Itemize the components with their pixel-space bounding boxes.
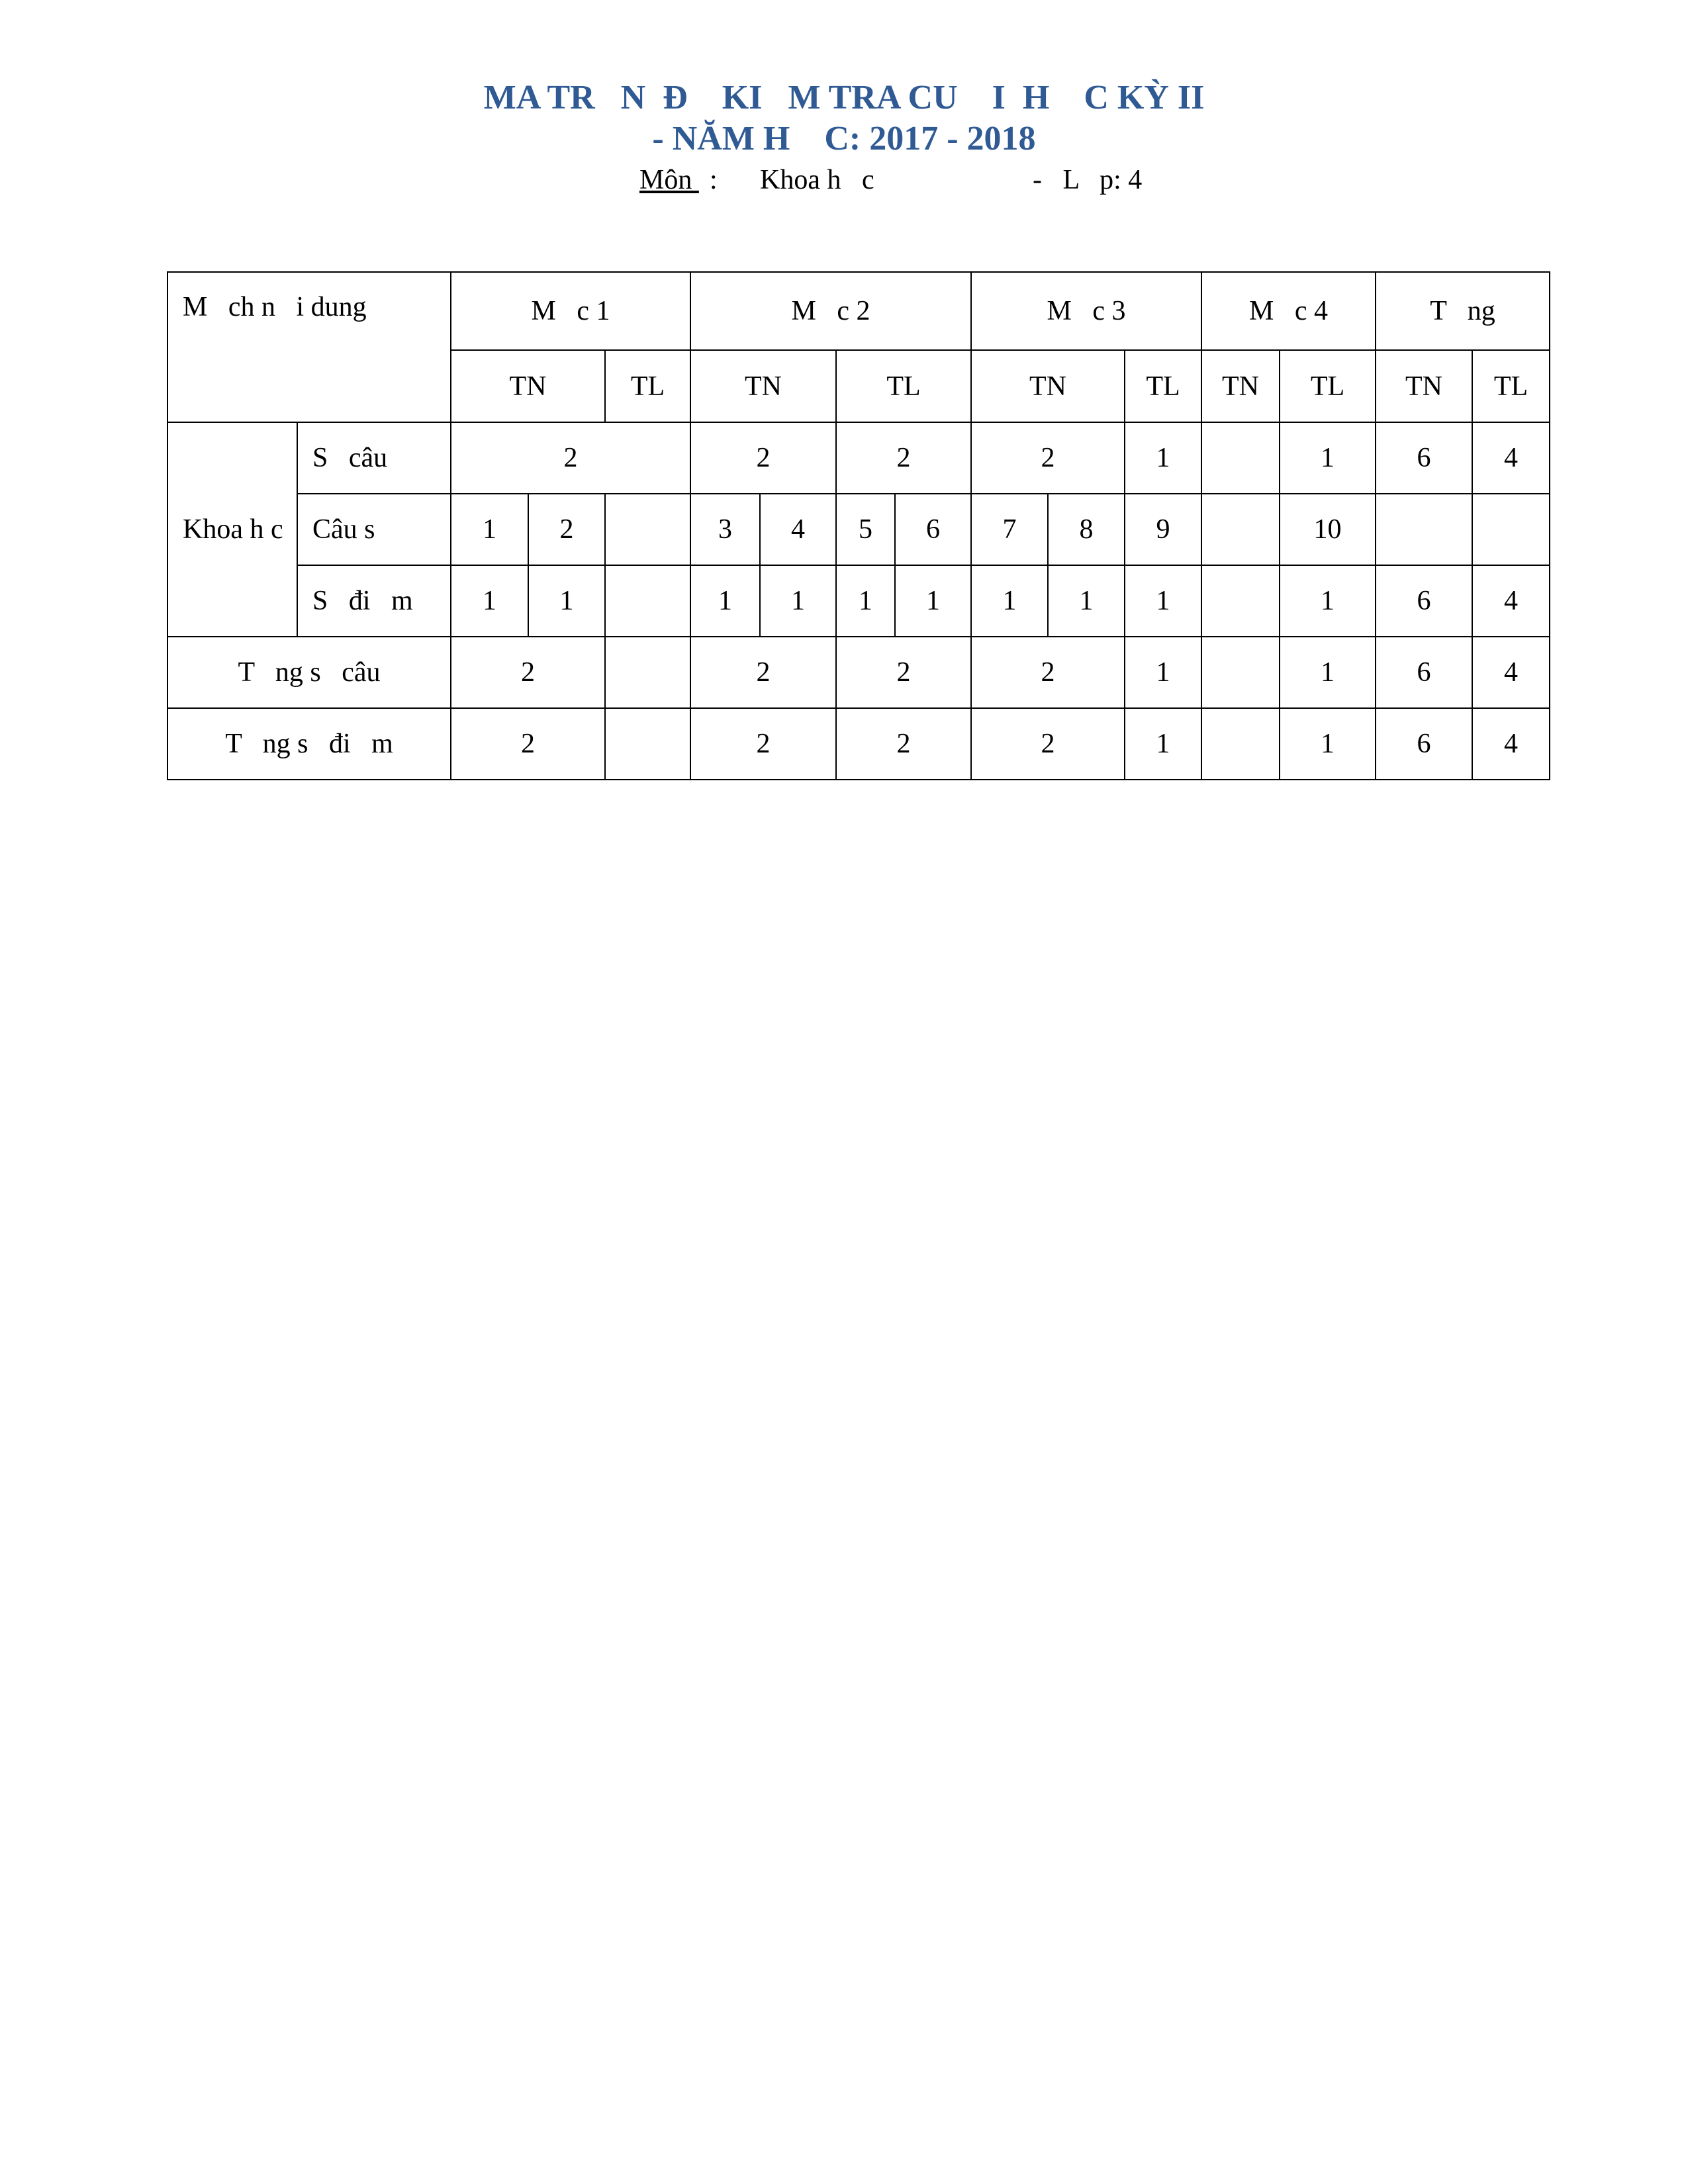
level4-tl-header: TL: [1280, 350, 1376, 422]
table-cell: [1376, 494, 1472, 565]
exam-matrix-table: [167, 271, 1550, 780]
table-cell: 1: [971, 565, 1048, 637]
table-cell: 5: [836, 494, 895, 565]
table-row: [167, 565, 1550, 637]
table-cell: 1: [1125, 708, 1201, 780]
table-cell: [605, 637, 690, 708]
table-cell: 1: [1280, 565, 1376, 637]
table-cell: 4: [1472, 637, 1550, 708]
table-cell: 10: [1280, 494, 1376, 565]
table-cell: 1: [451, 494, 528, 565]
subject-colon: :: [710, 165, 718, 195]
table-cell: [605, 565, 690, 637]
table-cell: 6: [895, 494, 971, 565]
table-cell: 1: [690, 565, 760, 637]
table-cell: [605, 708, 690, 780]
level3-header: M c 3: [971, 272, 1201, 350]
level1-header: M c 1: [451, 272, 690, 350]
total-tl-header: TL: [1472, 350, 1550, 422]
table-cell: [605, 494, 690, 565]
table-cell: 1: [451, 565, 528, 637]
table-cell: 1: [836, 565, 895, 637]
table-cell: 4: [760, 494, 836, 565]
table-cell: 6: [1376, 422, 1472, 494]
level4-tn-header: TN: [1201, 350, 1280, 422]
table-cell: [1201, 565, 1280, 637]
table-cell: 1: [1125, 565, 1201, 637]
table-cell: [1201, 494, 1280, 565]
table-cell: [1201, 708, 1280, 780]
table-cell: 6: [1376, 565, 1472, 637]
row-label-so-cau: S câu: [297, 422, 451, 494]
table-row: [167, 422, 1550, 494]
table-cell: [1472, 494, 1550, 565]
level4-header: M c 4: [1201, 272, 1376, 350]
table-row: [167, 708, 1550, 780]
table-row: [167, 494, 1550, 565]
table-cell: 2: [971, 708, 1125, 780]
table-cell: 6: [1376, 637, 1472, 708]
total-header: T ng: [1376, 272, 1550, 350]
row-label-so-diem: S đi m: [297, 565, 451, 637]
table-cell: 3: [690, 494, 760, 565]
table-cell: 1: [1280, 708, 1376, 780]
table-cell: 2: [451, 637, 605, 708]
level1-tl-header: TL: [605, 350, 690, 422]
table-cell: 1: [1280, 637, 1376, 708]
level2-header: M c 2: [690, 272, 971, 350]
table-cell: [1201, 637, 1280, 708]
document-title: MA TR N Đ KI M TRA CU I H C KỲ II: [483, 79, 1205, 116]
subject-label: Môn: [639, 165, 699, 195]
table-cell: 1: [528, 565, 605, 637]
table-cell: 8: [1048, 494, 1125, 565]
table-cell: 2: [836, 708, 971, 780]
table-cell: 1: [1048, 565, 1125, 637]
school-year: - NĂM H C: 2017 - 2018: [652, 120, 1036, 158]
level2-tl-header: TL: [836, 350, 971, 422]
table-cell: 2: [836, 637, 971, 708]
total-tn-header: TN: [1376, 350, 1472, 422]
table-cell: [1201, 422, 1280, 494]
table-cell: 1: [1125, 637, 1201, 708]
row-label-tong-so-diem: T ng s đi m: [167, 708, 451, 780]
table-cell: 2: [690, 422, 836, 494]
table-cell: 2: [451, 422, 690, 494]
table-cell: 6: [1376, 708, 1472, 780]
subject-cell: Khoa h c: [167, 422, 297, 637]
table-cell: 4: [1472, 708, 1550, 780]
table-cell: 2: [690, 637, 836, 708]
content-header: M ch n i dung: [167, 272, 451, 422]
row-label-cau-so: Câu s: [297, 494, 451, 565]
table-row: [167, 637, 1550, 708]
table-cell: 1: [760, 565, 836, 637]
table-cell: 1: [895, 565, 971, 637]
grade-label: - L p: 4: [1033, 165, 1143, 195]
table-cell: 1: [1125, 422, 1201, 494]
header-row-levels: [167, 272, 1550, 350]
level3-tn-header: TN: [971, 350, 1125, 422]
level3-tl-header: TL: [1125, 350, 1201, 422]
table-cell: 2: [836, 422, 971, 494]
table-cell: 2: [690, 708, 836, 780]
table-cell: 4: [1472, 422, 1550, 494]
table-cell: 2: [971, 637, 1125, 708]
level2-tn-header: TN: [690, 350, 836, 422]
level1-tn-header: TN: [451, 350, 605, 422]
table-cell: 2: [528, 494, 605, 565]
table-cell: 7: [971, 494, 1048, 565]
row-label-tong-so-cau: T ng s câu: [167, 637, 451, 708]
table-cell: 2: [971, 422, 1125, 494]
table-cell: 9: [1125, 494, 1201, 565]
table-cell: 1: [1280, 422, 1376, 494]
table-cell: 4: [1472, 565, 1550, 637]
subject-value: Khoa h c: [760, 165, 874, 195]
table-cell: 2: [451, 708, 605, 780]
